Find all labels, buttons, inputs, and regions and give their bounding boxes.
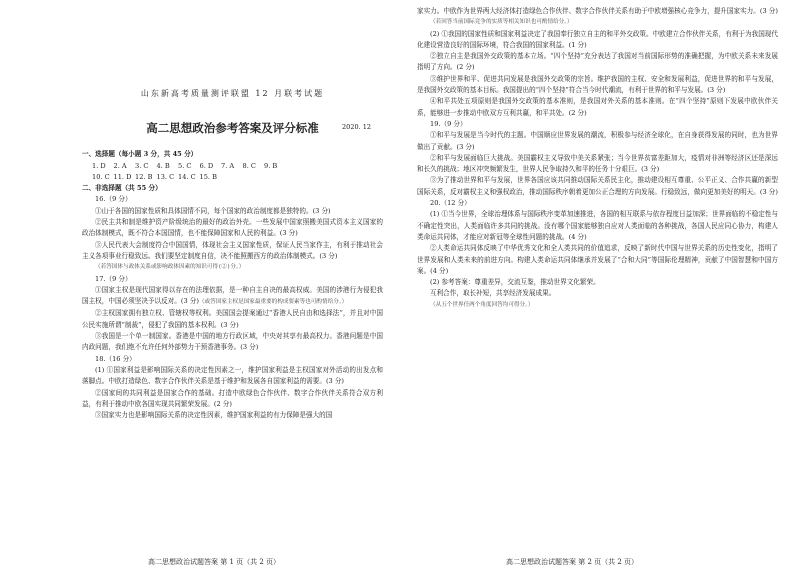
answer-item: 12. B <box>135 172 153 181</box>
q20-point-1: (1) ①当今世界，全球治理体系与国际秩序变革加速推进，各国的相互联系与依存程度日益加深；世界面临的不稳定性与不确定性突出，人类面临许多共同的挑战。没有哪个国家能够独自应对人类面临的各种挑战，各国人民应同心协力，构建人类命运共同体，才能应对新冠等全球性问题的挑战。(4 分) <box>417 210 778 241</box>
question-16-heading: 16.（9 分） <box>95 195 132 204</box>
q16-point-3: ③人民代表大会制度符合中国国情，体现社会主义国家性质，保证人民当家作主，有利于推动社会主义各项事业行稳致远。我们要坚定制度自信，决不能照搬西方的政治体制模式。(3 分) <box>82 240 383 260</box>
question-20-heading: 20.（12 分） <box>430 199 471 208</box>
question-17-heading: 17.（9 分） <box>95 274 132 283</box>
answer-item: 8. C <box>242 161 256 170</box>
answer-item: 14. C <box>178 172 196 181</box>
q18-note: （若回答当前国际竞争的实质等相关知识也可酌情给分。） <box>430 19 573 26</box>
q17-point-2: ②主权国家拥有独立权、管辖权等权利。美国国会提案通过“香港人民自由和选择法”，并且对中国公民实施所谓“制裁”，侵犯了我国的基本权利。(3 分) <box>82 309 383 329</box>
page-1-footer: 高二思想政治试题答案 第 1 页（共 2 页） <box>148 558 281 566</box>
answer-item: 1. D <box>92 161 106 170</box>
q20-point-2: ②人类命运共同体反映了中华优秀文化和全人类共同的价值追求，反映了新时代中国与世界关系的历史性变化，指明了世界发展和人类未来的前进方向。构建人类命运共同体继承并发展了“合和大同”等国际伦理精神，贡献了中国智慧和中国方案。(4 分) <box>417 244 778 275</box>
answer-item: 5. C <box>178 161 192 170</box>
q17-point-3: ③我国是一个单一制国家。香港是中国的地方行政区域，中央对其享有最高权力。香港问题是中国内政问题，我们绝不允许任何外部势力干预香港事务。(3 分) <box>82 332 383 352</box>
q20-note: （从五个世界任两个角度回答均可得分。） <box>430 301 534 308</box>
q19-point-3: ③为了推动世界和平与发展，世界各国应该共同推动国际关系民主化，推动建设相互尊重、公平正义、合作共赢的新型国际关系，反对霸权主义和强权政治，推动国际秩序朝着更加公正合理的方向发展。行稳致远，做向更加美好的明天。(3 分) <box>417 176 778 196</box>
q18-point-1: (1) ①国家利益是影响国际关系的决定性因素之一，维护国家利益是主权国家对外活动的出发点和落脚点。中欧打造绿色、数字合作伙伴关系是基于维护和发展各自国家利益的需要。(3 分) <box>82 365 383 386</box>
q19-point-1: ①和平与发展是当今时代的主题。中国顺应世界发展的潮流，积极参与经济全球化，在自身获得发展的同时，也为世界做出了贡献。(3 分) <box>417 131 778 151</box>
q18-2-point-3: ③维护世界和平、促进共同发展是我国外交政策的宗旨。维护我国的主权、安全和发展利益，促进世界的和平与发展，是我国外交政策的基本目标。我国提出的“四个坚持”符合当今时代潮流，有利于世界的和平与发展。(3 分) <box>417 74 778 95</box>
question-18-heading: 18.（16 分） <box>95 354 136 363</box>
q16-point-2: ②民主共和制是维护资产阶级统治的最好的政治外壳。一些发展中国家照搬美国式资本主义国家的政治体制模式，既不符合本国国情，也不能保障国家和人民的利益。(3 分) <box>82 218 383 238</box>
q17-point-1 <box>82 285 383 309</box>
exam-series-header: 山东新高考质量测评联盟 12 月联考试题 <box>140 89 325 98</box>
q16-point-1: ①山于各国的国家性质和具体国情不同，每个国家的政治制度都是独特的。(3 分) <box>95 206 331 215</box>
answer-page-2 <box>397 0 794 573</box>
answer-item: 6. D <box>199 161 214 170</box>
answer-item: 13. C <box>156 172 175 181</box>
title-text: 高二思想政治参考答案及评分标准 <box>146 121 319 136</box>
answer-item: 2. A <box>113 161 127 170</box>
answer-item: 15. B <box>199 172 217 181</box>
q20-point-3: (2) 参考答案：尊重差异，交流互鉴，推动世界文化繁荣。 <box>430 278 600 287</box>
answer-row-2 <box>82 172 383 183</box>
q20-point-4: 互利合作，取长补短，共享经济发展成果。 <box>430 289 556 298</box>
q18-point-3-continued: 家实力。中欧作为世界两大经济体打造绿色合作伙伴、数字合作伙伴关系有助于中欧增强核心竞争力，提升国家实力。(3 分) <box>417 7 778 15</box>
answer-item: 9. B <box>264 161 278 170</box>
question-19-heading: 19.（9 分） <box>430 119 467 128</box>
q18-point-3: ③国家实力也是影响国际关系的决定性因素，维护国家利益的有力保障是强大的国 <box>95 411 333 420</box>
q18-point-2: ②国家间的共同利益是国家合作的基础。打造中欧绿色合作伙伴、数字合作伙伴关系符合双方利益，有利于推动中欧各国实现共同繁荣发展。(2 分) <box>82 388 383 408</box>
section2-heading: 二、非选择题（共 55 分） <box>82 184 162 193</box>
q18-2-point-4: ④和平共处五项原则是我国外交政策的基本准则，是我国对外关系的基本准则。在“四个坚持”原则下发展中欧伙伴关系，能够进一步推动中欧双方互利共赢，和平共处。(2 分) <box>417 97 778 117</box>
answer-item: 4. B <box>156 161 170 170</box>
answer-item: 7. A <box>221 161 235 170</box>
q17-point-1-text: ①国家主权是现代国家得以存在的法理依据，是一种自主自决的最高权威。美国的涉港行为侵犯我国主权，中国必须坚决予以反对。(3 分) <box>82 285 383 306</box>
section1-heading: 一、选择题（每小题 3 分，共 45 分） <box>82 150 198 159</box>
q18-2-point-1: (2) ①我国的国家性质和国家利益决定了我国奉行独立自主的和平外交政策。中欧建立合作伙伴关系，有利于为我国现代化建设营造良好的国际环境，符合我国的国家利益。(1 分) <box>417 29 778 49</box>
page-title <box>82 120 383 136</box>
answer-item: 10. C <box>92 172 110 181</box>
q18-2-point-2: ②独立自主是我国外交政策的基本立场。“四个坚持”充分表达了我国对当前国际形势的准确把握，为中欧关系未来发展指明了方向。(2 分) <box>417 52 778 72</box>
exam-date: 2020. 12 <box>342 123 371 132</box>
q19-point-2: ②和平与发展面临巨大挑战。美国霸权主义导致中美关系紧张；当今世界贫富差距加大，疫情对非洲等经济区还是深远和长久的挑战；地区冲突频繁发生，世界人民争取持久和平的任务十分艰巨。(3 分) <box>417 153 778 174</box>
answer-item: 11. D <box>113 172 132 181</box>
answer-row-1 <box>82 161 383 172</box>
page-2-footer: 高二思想政治试题答案 第 2 页（共 2 页） <box>506 558 639 566</box>
q17-note: （或答国家主权是国家最重要的构成要素等也可酌情给分。） <box>198 299 348 306</box>
q16-note: （若答国体与政体关系或影响政体因素的知识可得(②)分。） <box>95 264 245 271</box>
answer-item: 3. C <box>135 161 149 170</box>
